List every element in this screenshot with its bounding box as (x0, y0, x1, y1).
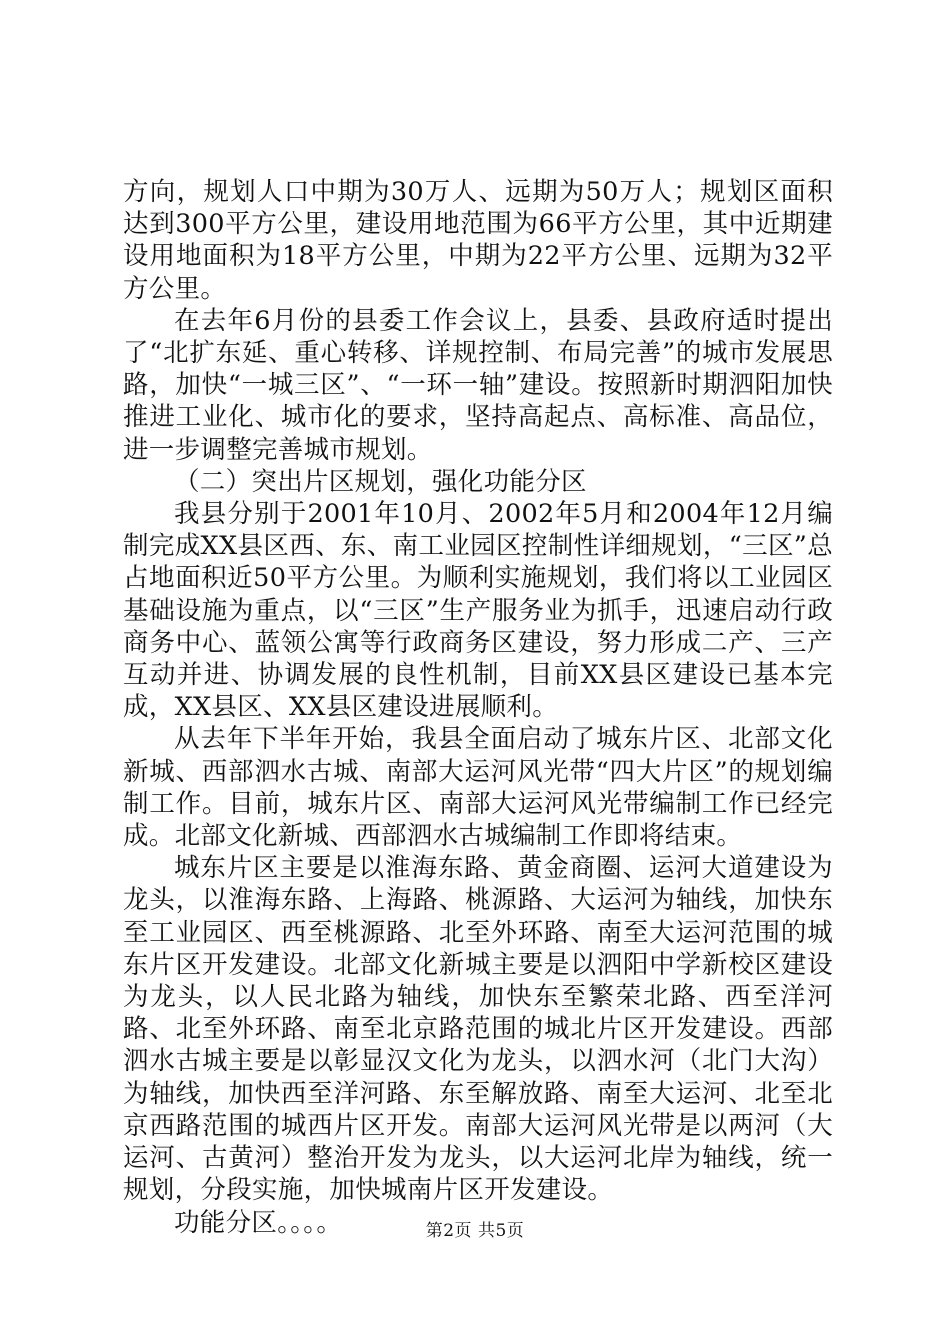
paragraph-industrial-parks: 我县分别于2001年10月、2002年5月和2004年12月编制完成XX县区西、东、南工业园区控制性详细规划，“三区”总占地面积近50平方公里。为顺利实施规划，我们将以工业园区基础设施为重点，以“三区”生产服务业为抓手，迅速启动行政商务中心、蓝领公寓等行政商务区建设，努力形成二产、三产互动并进、协调发展的良性机制，目前XX县区建设已基本完成，XX县区、XX县区建设进展顺利。 (123, 499, 833, 723)
paragraph-planning-population: 方向，规划人口中期为30万人、远期为50万人；规划区面积达到300平方公里，建设用地范围为66平方公里，其中近期建设用地面积为18平方公里，中期为22平方公里、远期为32平方公里。 (123, 177, 833, 304)
section-heading-zone-planning: （二）突出片区规划，强化功能分区 (174, 466, 587, 497)
document-body (123, 176, 833, 1239)
paragraph-functional-zones: 功能分区。。。。 (174, 1207, 343, 1238)
paragraph-county-meeting: 在去年6月份的县委工作会议上，县委、县政府适时提出了“北扩东延、重心转移、详规控制、布局完善”的城市发展思路，加快“一城三区”、“一环一轴”建设。按照新时期泗阳加快推进工业化、城市化的要求，坚持高起点、高标准、高品位，进一步调整完善城市规划。 (123, 305, 833, 465)
paragraph-district-details: 城东片区主要是以淮海东路、黄金商圈、运河大道建设为龙头，以淮海东路、上海路、桃源路、大运河为轴线，加快东至工业园区、西至桃源路、北至外环路、南至大运河范围的城东片区开发建设。北部文化新城主要是以泗阳中学新校区建设为龙头，以人民北路为轴线，加快东至繁荣北路、西至洋河路、北至外环路、南至北京路范围的城北片区开发建设。西部泗水古城主要是以彰显汉文化为龙头，以泗水河（北门大沟）为轴线，加快西至洋河路、东至解放路、南至大运河、北至北京西路范围的城西片区开发。南部大运河风光带是以两河（大运河、古黄河）整治开发为龙头，以大运河北岸为轴线，统一规划，分段实施，加快城南片区开发建设。 (123, 853, 833, 1206)
page-number-footer: 第2页 共5页 (425, 1221, 525, 1241)
paragraph-four-districts: 从去年下半年开始，我县全面启动了城东片区、北部文化新城、西部泗水古城、南部大运河风光带“四大片区”的规划编制工作。目前，城东片区、南部大运河风光带编制工作已经完成。北部文化新城、西部泗水古城编制工作即将结束。 (123, 724, 833, 852)
